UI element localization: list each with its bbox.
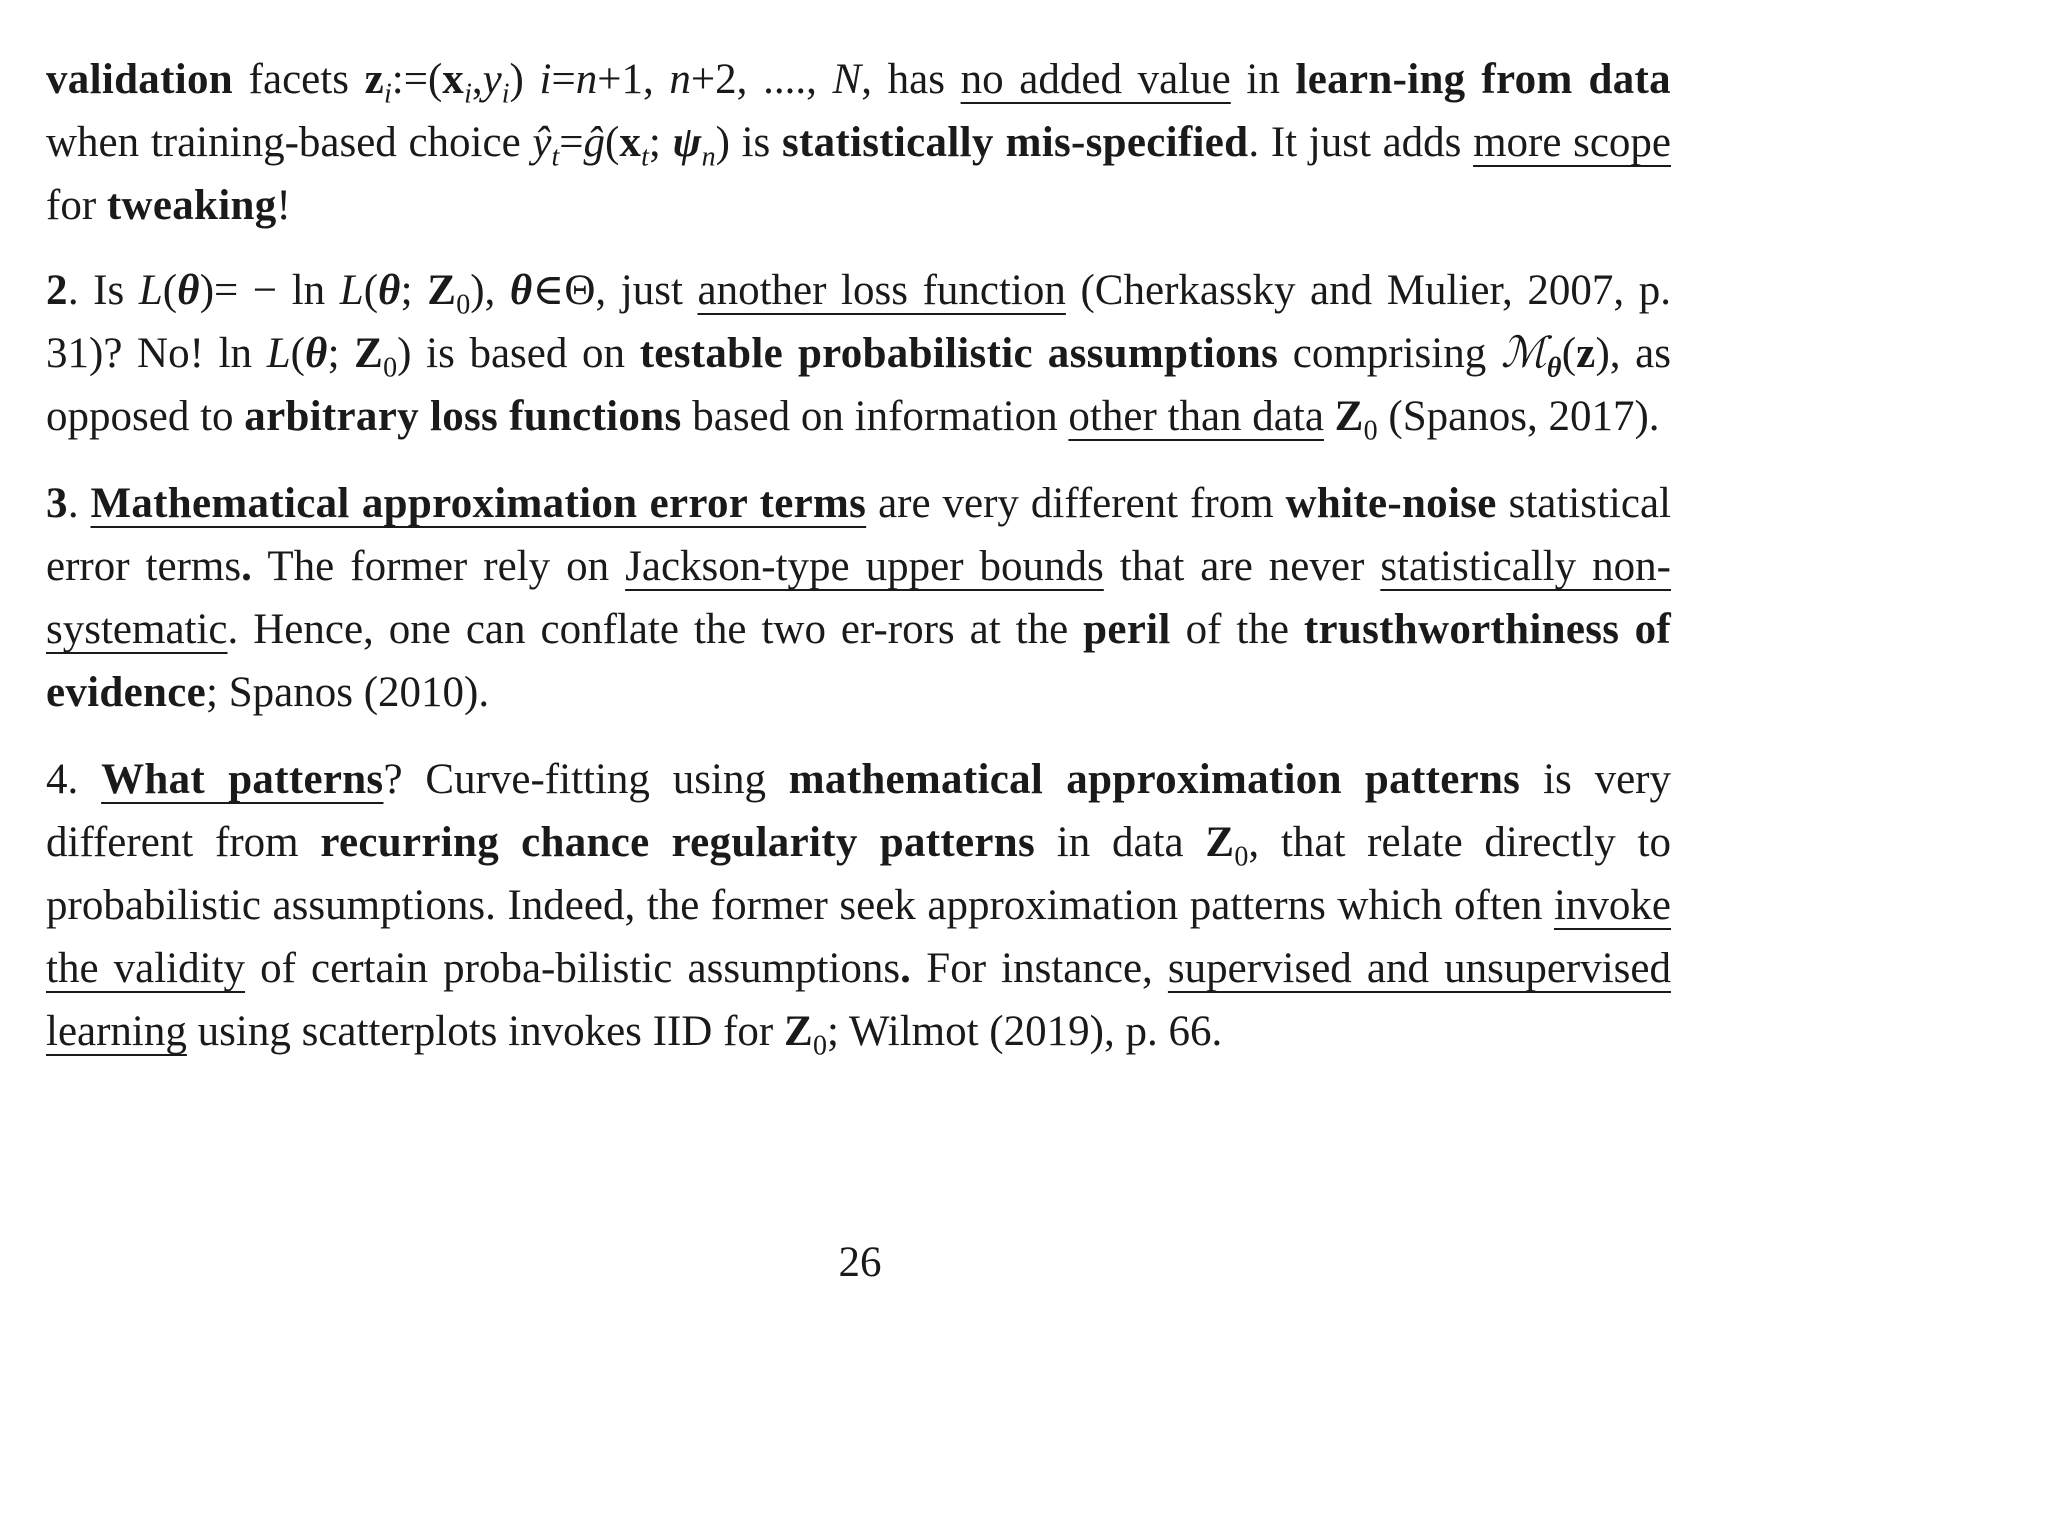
underlined-phrase: invoke the validity [46,882,1671,992]
math-sub: i [501,78,510,110]
math-sub: θ [1546,352,1562,384]
text: , [471,56,483,103]
text: ( [363,267,379,314]
math-sub: 0 [1234,841,1249,873]
math-n: n [575,56,598,103]
term-peril: peril [1083,606,1171,653]
text: ), [470,267,510,314]
text: ) is based on [397,330,640,377]
page-number: 26 [838,1239,882,1286]
term-validation: validation [46,56,233,103]
math-y: y [482,56,502,103]
text: in [1230,56,1296,103]
math-L: L [266,330,291,377]
text: = [559,119,584,166]
math-sub: 0 [812,1030,827,1062]
math-sub: 0 [1363,415,1378,447]
text: = [551,56,576,103]
text: in data [1035,819,1206,866]
text: , that relate directly to probabilistic assumptions. Indeed, the former seek approximation patterns which often [46,819,1671,929]
text: ; [400,267,428,314]
text: ; [648,119,673,166]
math-N: N [832,56,862,103]
text: , has [861,56,961,103]
math-M: ℳ [1500,330,1547,377]
text: For instance, [911,945,1168,992]
math-i: i [539,56,552,103]
text: statistical error terms [46,480,1671,590]
text: . Hence, one can conflate the two er-rors at the [227,606,1084,653]
term-math-approx-error: Mathematical approximation error terms [90,480,867,527]
term-arbitrary-loss: arbitrary loss functions [244,393,682,440]
text: . Is [67,267,139,314]
term-learning-from-data: learn-ing from data [1295,56,1671,103]
math-ghat: ĝ [583,119,605,166]
math-psi: ψ [672,119,702,166]
term-tweaking: tweaking [106,182,277,229]
paragraph-2 [46,259,1671,448]
math-L: L [138,267,163,314]
math-x: x [442,56,465,103]
text: when training-based choice [46,119,533,166]
text: ( [290,330,305,377]
term-trustworthiness: trusthworthiness of evidence [46,606,1671,716]
term-misspecified: statistically mis-specified [781,119,1249,166]
math-yhat: ŷ [532,119,552,166]
underlined-phrase: more scope [1473,119,1672,166]
math-z: z [1576,330,1596,377]
underlined-phrase: Jackson-type upper bounds [625,543,1104,590]
math-sub: 0 [456,289,471,321]
text: . [900,945,912,992]
math-Z: Z [784,1008,813,1055]
term-what-patterns: What patterns [101,756,384,803]
text: ; Spanos (2010). [206,669,490,716]
text: (Cherkassky and Mulier, 2007, p. 31)? No! ln [46,267,1672,377]
text: ( [1561,330,1577,377]
term-math-approx-patterns: mathematical approximation patterns [788,756,1521,803]
item-number: 4. [46,756,102,803]
text: of the [1170,606,1304,653]
text: that are never [1103,543,1381,590]
text: ) is [715,119,782,166]
math-theta: θ [304,330,328,377]
text: ? Curve-fitting using [383,756,789,803]
underlined-phrase: supervised and unsupervised learning [46,945,1671,1055]
math-sub: i [464,78,472,110]
math-theta: θ [509,267,533,314]
paragraph-validation [46,48,1671,237]
math-Z: Z [354,330,384,377]
math-theta: θ [378,267,401,314]
math-Z: Z [1205,819,1235,866]
text: using scatterplots invokes IID for [186,1008,784,1055]
math-Z: Z [427,267,457,314]
underlined-phrase: statistically non-systematic [46,543,1671,653]
math-sub: t [641,141,649,173]
text: ( [162,267,178,314]
math-x: x [619,119,642,166]
text: . It just adds [1248,119,1474,166]
math-sub: 0 [383,352,398,384]
text: is very different from [46,756,1672,866]
item-number: 2 [46,267,68,314]
term-testable-assumptions: testable probabilistic assumptions [639,330,1279,377]
paragraph-3 [46,472,1671,724]
math-sub: n [701,141,716,173]
text: ; Wilmot (2019), p. 66. [826,1008,1223,1055]
text: are very different from [866,480,1286,527]
term-chance-regularity: recurring chance regularity patterns [320,819,1036,866]
text: ( [605,119,620,166]
math-Z: Z [1334,393,1364,440]
text [1324,393,1335,440]
text: facets [233,56,365,103]
item-number: 3 [46,480,68,527]
underlined-phrase: other than data [1068,393,1324,440]
text: for [46,182,107,229]
text: +1, [597,56,670,103]
text: of certain proba-bilistic assumptions [245,945,901,992]
text: ! [276,182,291,229]
paragraph-4 [46,748,1671,1063]
text: based on information [681,393,1069,440]
text: The former rely on [252,543,626,590]
term-white-noise: white-noise [1285,480,1497,527]
text: comprising [1278,330,1501,377]
math-theta: θ [177,267,200,314]
math-L: L [339,267,364,314]
text: :=( [391,56,443,103]
math-z: z [364,56,384,103]
math-sub: t [551,141,560,173]
text: . [241,543,253,590]
underlined-phrase: another loss function [697,267,1066,314]
page-body [46,48,1671,1087]
text: ∈Θ, just [532,267,698,314]
math-n: n [669,56,691,103]
text: )= − ln [199,267,340,314]
text: ; [327,330,355,377]
text: ), as opposed to [46,330,1671,440]
text: +2, ...., [690,56,833,103]
math-sub: i [383,78,392,110]
text: (Spanos, 2017). [1377,393,1660,440]
text: . [67,480,91,527]
underlined-phrase: no added value [960,56,1231,103]
text: ) [509,56,540,103]
